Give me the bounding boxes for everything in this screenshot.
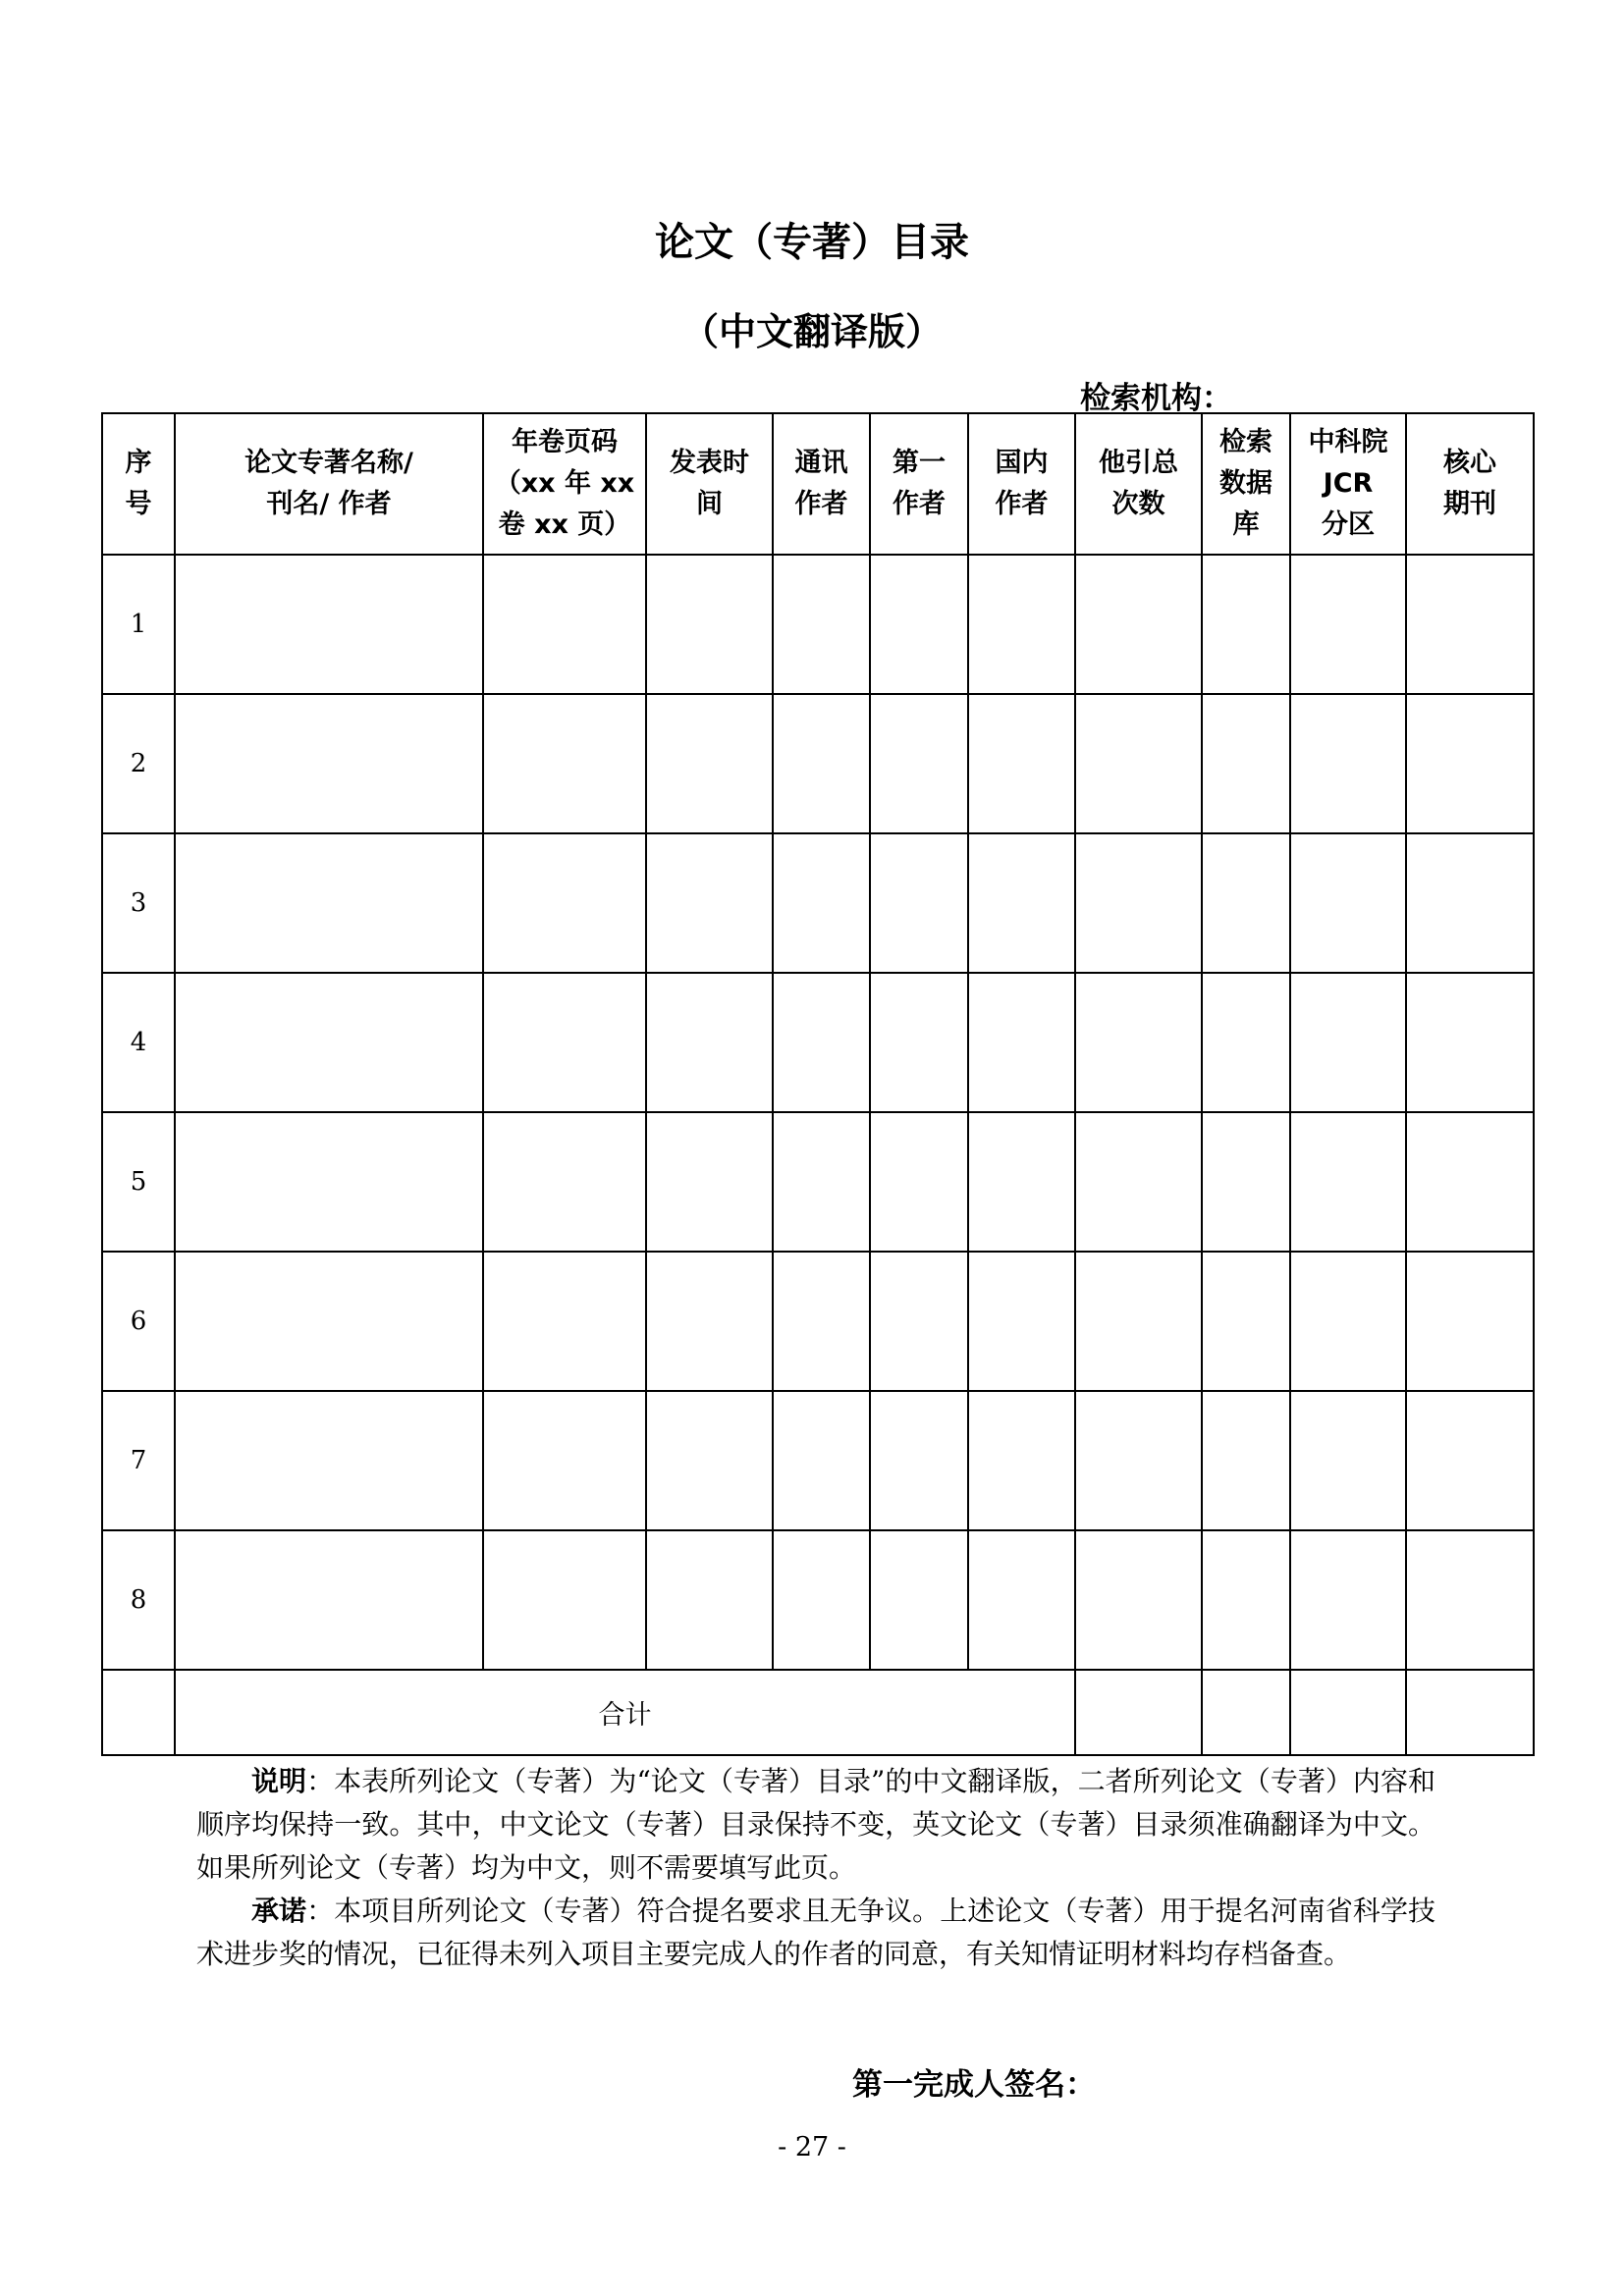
commitment-text: ：本项目所列论文（专著）符合提名要求且无争议。上述论文（专著）用于提名河南省科学技术进步奖的情况，已征得未列入项目主要完成人的作者的同意，有关知情证明材料均存档备查。	[196, 1895, 1435, 1970]
table-row	[102, 1252, 1534, 1391]
total-row	[102, 1670, 1534, 1755]
paper-title-cell[interactable]	[175, 1391, 483, 1530]
signature-label: 第一完成人签名：	[852, 2067, 1096, 2103]
header-index: 序 号	[102, 413, 175, 555]
corresponding-author-cell[interactable]	[773, 973, 870, 1112]
domestic-author-cell[interactable]	[968, 973, 1075, 1112]
row-index: 6	[102, 1252, 175, 1391]
row-index: 8	[102, 1530, 175, 1670]
first-author-cell[interactable]	[870, 1391, 968, 1530]
table-row	[102, 1530, 1534, 1670]
core-journal-cell[interactable]	[1406, 1530, 1534, 1670]
corresponding-author-cell[interactable]	[773, 1252, 870, 1391]
core-journal-cell[interactable]	[1406, 973, 1534, 1112]
first-author-cell[interactable]	[870, 973, 968, 1112]
citation-count-cell[interactable]	[1075, 555, 1202, 694]
paper-title-cell[interactable]	[175, 1252, 483, 1391]
header-first-author: 第一 作者	[870, 413, 968, 555]
publish-time-cell[interactable]	[646, 1252, 773, 1391]
database-cell[interactable]	[1202, 694, 1290, 833]
publish-time-cell[interactable]	[646, 1391, 773, 1530]
year-volume-page-cell[interactable]	[483, 1391, 646, 1530]
first-author-cell[interactable]	[870, 1252, 968, 1391]
header-citation-count: 他引总 次数	[1075, 413, 1202, 555]
corresponding-author-cell[interactable]	[773, 694, 870, 833]
paper-title-cell[interactable]	[175, 973, 483, 1112]
citation-count-cell[interactable]	[1075, 973, 1202, 1112]
paper-title-cell[interactable]	[175, 555, 483, 694]
domestic-author-cell[interactable]	[968, 1252, 1075, 1391]
citation-count-cell[interactable]	[1075, 1391, 1202, 1530]
database-cell[interactable]	[1202, 1391, 1290, 1530]
domestic-author-cell[interactable]	[968, 694, 1075, 833]
citation-count-cell[interactable]	[1075, 1252, 1202, 1391]
year-volume-page-cell[interactable]	[483, 973, 646, 1112]
database-cell[interactable]	[1202, 833, 1290, 973]
corresponding-author-cell[interactable]	[773, 1112, 870, 1252]
table-row	[102, 1391, 1534, 1530]
total-citation-cell[interactable]	[1075, 1670, 1202, 1755]
total-jcr-cell[interactable]	[1290, 1670, 1406, 1755]
jcr-zone-cell[interactable]	[1290, 555, 1406, 694]
table-row	[102, 973, 1534, 1112]
header-domestic-author: 国内 作者	[968, 413, 1075, 555]
year-volume-page-cell[interactable]	[483, 1530, 646, 1670]
domestic-author-cell[interactable]	[968, 555, 1075, 694]
search-agency-label: 检索机构：	[1080, 381, 1232, 416]
corresponding-author-cell[interactable]	[773, 1530, 870, 1670]
database-cell[interactable]	[1202, 1530, 1290, 1670]
domestic-author-cell[interactable]	[968, 833, 1075, 973]
first-author-cell[interactable]	[870, 1112, 968, 1252]
page-title: 论文（专著）目录	[655, 220, 969, 265]
core-journal-cell[interactable]	[1406, 833, 1534, 973]
paper-list-table	[101, 412, 1535, 1756]
header-jcr-zone: 中科院 JCR 分区	[1290, 413, 1406, 555]
publish-time-cell[interactable]	[646, 1530, 773, 1670]
core-journal-cell[interactable]	[1406, 1252, 1534, 1391]
header-year-volume-page: 年卷页码 （xx 年 xx 卷 xx 页）	[483, 413, 646, 555]
header-corresponding-author: 通讯 作者	[773, 413, 870, 555]
page-subtitle: （中文翻译版）	[680, 310, 943, 353]
explanation-text: ：本表所列论文（专著）为“论文（专著）目录”的中文翻译版，二者所列论文（专著）内容和顺序均保持一致。其中，中文论文（专著）目录保持不变，英文论文（专著）目录须准确翻译为中文。如果所列论文（专著）均为中文，则不需要填写此页。	[196, 1765, 1435, 1884]
row-index: 7	[102, 1391, 175, 1530]
year-volume-page-cell[interactable]	[483, 555, 646, 694]
corresponding-author-cell[interactable]	[773, 833, 870, 973]
total-index-cell[interactable]	[102, 1670, 175, 1755]
jcr-zone-cell[interactable]	[1290, 1252, 1406, 1391]
publish-time-cell[interactable]	[646, 555, 773, 694]
table-header-row	[102, 413, 1534, 555]
year-volume-page-cell[interactable]	[483, 694, 646, 833]
paper-title-cell[interactable]	[175, 694, 483, 833]
jcr-zone-cell[interactable]	[1290, 973, 1406, 1112]
database-cell[interactable]	[1202, 1112, 1290, 1252]
paper-title-cell[interactable]	[175, 833, 483, 973]
commitment-paragraph	[196, 1890, 1435, 1976]
database-cell[interactable]	[1202, 973, 1290, 1112]
row-index: 5	[102, 1112, 175, 1252]
first-author-cell[interactable]	[870, 555, 968, 694]
core-journal-cell[interactable]	[1406, 1391, 1534, 1530]
row-index: 4	[102, 973, 175, 1112]
citation-count-cell[interactable]	[1075, 1530, 1202, 1670]
domestic-author-cell[interactable]	[968, 1112, 1075, 1252]
explanation-paragraph	[196, 1760, 1435, 1890]
row-index: 2	[102, 694, 175, 833]
paper-title-cell[interactable]	[175, 1530, 483, 1670]
year-volume-page-cell[interactable]	[483, 1112, 646, 1252]
jcr-zone-cell[interactable]	[1290, 1391, 1406, 1530]
jcr-zone-cell[interactable]	[1290, 694, 1406, 833]
total-label: 合计	[175, 1670, 1075, 1755]
jcr-zone-cell[interactable]	[1290, 1530, 1406, 1670]
header-core-journal: 核心 期刊	[1406, 413, 1534, 555]
corresponding-author-cell[interactable]	[773, 555, 870, 694]
row-index: 3	[102, 833, 175, 973]
page-number: - 27 -	[778, 2132, 846, 2163]
publish-time-cell[interactable]	[646, 833, 773, 973]
citation-count-cell[interactable]	[1075, 694, 1202, 833]
row-index: 1	[102, 555, 175, 694]
commitment-label: 承诺	[251, 1895, 307, 1927]
table-row	[102, 833, 1534, 973]
publish-time-cell[interactable]	[646, 973, 773, 1112]
publish-time-cell[interactable]	[646, 1112, 773, 1252]
table-row	[102, 694, 1534, 833]
first-author-cell[interactable]	[870, 1530, 968, 1670]
core-journal-cell[interactable]	[1406, 1112, 1534, 1252]
first-author-cell[interactable]	[870, 694, 968, 833]
citation-count-cell[interactable]	[1075, 1112, 1202, 1252]
total-core-cell[interactable]	[1406, 1670, 1534, 1755]
explanation-label: 说明	[251, 1765, 307, 1797]
core-journal-cell[interactable]	[1406, 694, 1534, 833]
domestic-author-cell[interactable]	[968, 1391, 1075, 1530]
table-body	[102, 555, 1534, 1670]
database-cell[interactable]	[1202, 555, 1290, 694]
core-journal-cell[interactable]	[1406, 555, 1534, 694]
header-database: 检索 数据 库	[1202, 413, 1290, 555]
year-volume-page-cell[interactable]	[483, 833, 646, 973]
table-row	[102, 1112, 1534, 1252]
citation-count-cell[interactable]	[1075, 833, 1202, 973]
table-row	[102, 555, 1534, 694]
domestic-author-cell[interactable]	[968, 1530, 1075, 1670]
jcr-zone-cell[interactable]	[1290, 833, 1406, 973]
header-publish-time: 发表时 间	[646, 413, 773, 555]
corresponding-author-cell[interactable]	[773, 1391, 870, 1530]
first-author-cell[interactable]	[870, 833, 968, 973]
year-volume-page-cell[interactable]	[483, 1252, 646, 1391]
header-paper-title: 论文专著名称/ 刊名/ 作者	[175, 413, 483, 555]
database-cell[interactable]	[1202, 1252, 1290, 1391]
total-database-cell[interactable]	[1202, 1670, 1290, 1755]
paper-title-cell[interactable]	[175, 1112, 483, 1252]
publish-time-cell[interactable]	[646, 694, 773, 833]
jcr-zone-cell[interactable]	[1290, 1112, 1406, 1252]
